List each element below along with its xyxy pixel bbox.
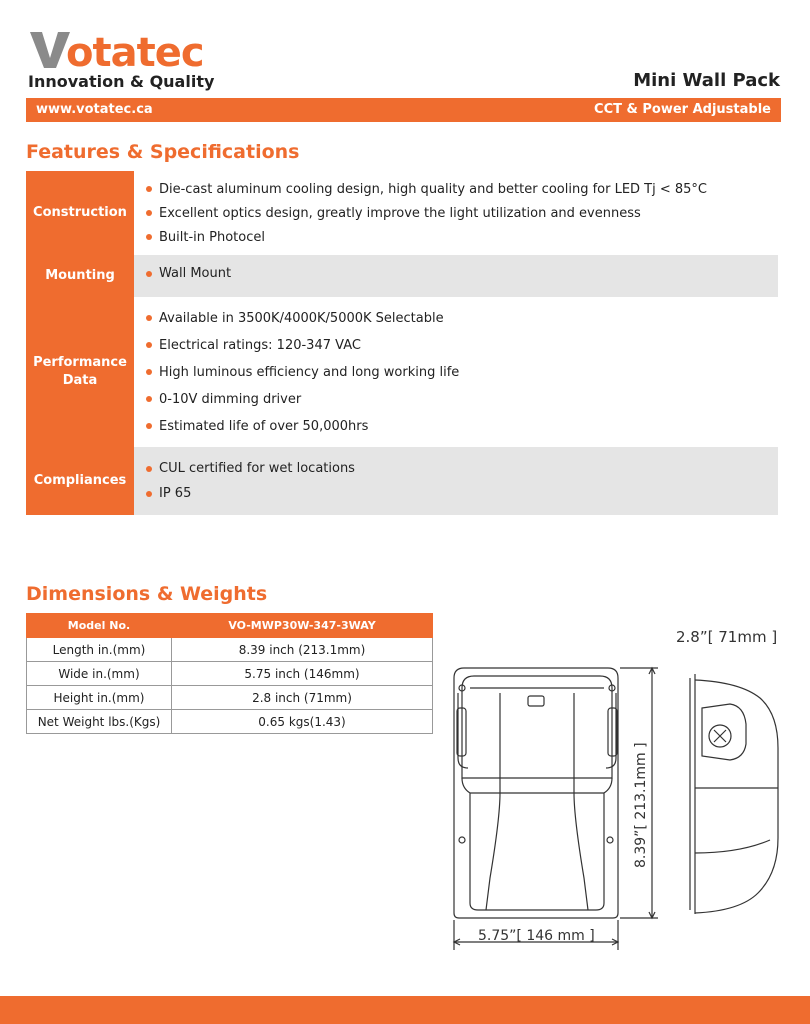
width-label: 5.75”[ 146 mm ] xyxy=(478,928,595,944)
bullet-dot-icon xyxy=(146,466,152,472)
specs-table xyxy=(26,171,778,515)
table-cell: 2.8 inch (71mm) xyxy=(172,686,433,710)
spec-item-text: Estimated life of over 50,000hrs xyxy=(159,418,369,434)
bullet-dot-icon xyxy=(146,271,152,277)
spec-item xyxy=(146,182,778,197)
dimensions-table xyxy=(26,613,433,734)
side-view xyxy=(690,674,778,914)
spec-body xyxy=(134,171,778,255)
spec-body xyxy=(134,297,778,447)
table-cell: Wide in.(mm) xyxy=(27,662,172,686)
spec-label: Compliances xyxy=(26,447,134,515)
spec-item-text: CUL certified for wet locations xyxy=(159,461,355,476)
spec-item-text: High luminous efficiency and long working life xyxy=(159,364,460,380)
spec-label: Performance Data xyxy=(26,297,134,447)
spec-body xyxy=(134,447,778,515)
spec-item xyxy=(146,365,778,380)
spec-item-text: Die-cast aluminum cooling design, high quality and better cooling for LED Tj < 85°C xyxy=(159,181,708,197)
spec-item-text: Available in 3500K/4000K/5000K Selectable xyxy=(159,310,444,326)
spec-item-text: Wall Mount xyxy=(159,266,232,281)
spec-item xyxy=(146,419,778,434)
table-cell: Length in.(mm) xyxy=(27,638,172,662)
spec-row-performance xyxy=(26,297,778,447)
spec-item xyxy=(146,206,778,221)
bullet-dot-icon xyxy=(146,210,152,216)
table-header-row xyxy=(27,614,433,638)
front-view xyxy=(454,668,618,918)
bullet-dot-icon xyxy=(146,315,152,321)
spec-item-text: 0-10V dimming driver xyxy=(159,391,302,407)
spec-item-text: Excellent optics design, greatly improve the light utilization and evenness xyxy=(159,205,641,221)
svg-text:otatec: otatec xyxy=(66,30,204,70)
spec-label: Mounting xyxy=(26,255,134,297)
table-cell: 0.65 kgs(1.43) xyxy=(172,710,433,734)
table-cell: 5.75 inch (146mm) xyxy=(172,662,433,686)
tagline: Innovation & Quality xyxy=(28,72,215,91)
spec-item-text: Built-in Photocel xyxy=(159,229,265,245)
spec-item xyxy=(146,486,778,501)
table-row xyxy=(27,638,433,662)
product-title: Mini Wall Pack xyxy=(633,70,780,91)
spec-item-text: Electrical ratings: 120-347 VAC xyxy=(159,337,361,353)
header-cell: Model No. xyxy=(27,614,172,638)
spec-row-mounting xyxy=(26,255,778,297)
technical-drawing xyxy=(440,618,790,958)
spec-item xyxy=(146,461,778,476)
footer-bar xyxy=(0,996,810,1024)
spec-row-compliances xyxy=(26,447,778,515)
spec-label: Construction xyxy=(26,171,134,255)
bullet-dot-icon xyxy=(146,186,152,192)
bullet-dot-icon xyxy=(146,234,152,240)
bullet-dot-icon xyxy=(146,369,152,375)
table-row xyxy=(27,686,433,710)
bullet-dot-icon xyxy=(146,396,152,402)
height-label: 2.8”[ 71mm ] xyxy=(676,628,778,646)
header-bar xyxy=(26,98,781,122)
table-row xyxy=(27,662,433,686)
spec-row-construction xyxy=(26,171,778,255)
dimensions-title: Dimensions & Weights xyxy=(26,583,268,605)
header-cell: VO-MWP30W-347-3WAY xyxy=(172,614,433,638)
spec-item-text: IP 65 xyxy=(159,486,192,501)
table-cell: 8.39 inch (213.1mm) xyxy=(172,638,433,662)
table-cell: Net Weight lbs.(Kgs) xyxy=(27,710,172,734)
spec-item xyxy=(146,311,778,326)
features-title: Features & Specifications xyxy=(26,141,300,163)
spec-item xyxy=(146,392,778,407)
spec-item xyxy=(146,230,778,245)
bullet-dot-icon xyxy=(146,491,152,497)
website-link[interactable]: www.votatec.ca xyxy=(36,102,153,117)
spec-body xyxy=(134,255,778,297)
table-cell: Height in.(mm) xyxy=(27,686,172,710)
votatec-logo xyxy=(28,28,208,70)
bullet-dot-icon xyxy=(146,342,152,348)
spec-item xyxy=(146,266,778,281)
length-label: 8.39”[ 213.1mm ] xyxy=(633,742,649,868)
table-row xyxy=(27,710,433,734)
subtitle: CCT & Power Adjustable xyxy=(594,102,771,117)
spec-item xyxy=(146,338,778,353)
bullet-dot-icon xyxy=(146,423,152,429)
